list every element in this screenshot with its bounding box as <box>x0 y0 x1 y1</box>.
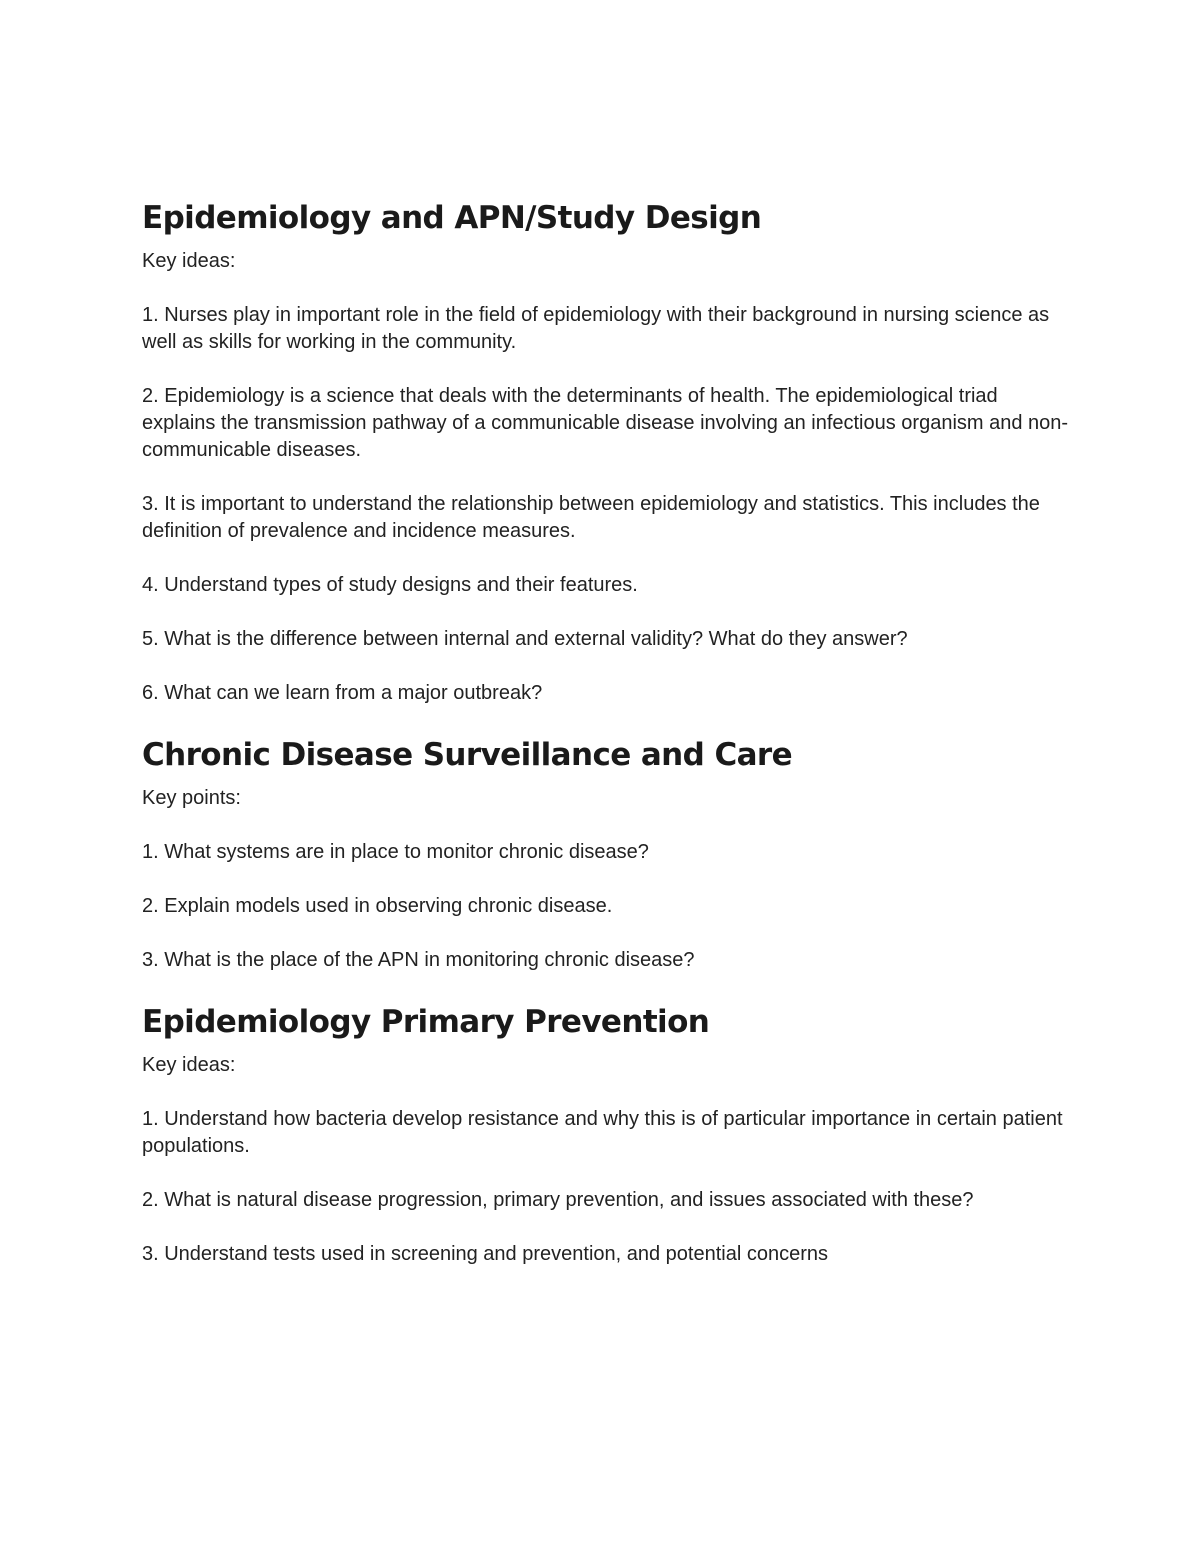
document-page <box>142 196 1072 1268</box>
list-item: 2. Explain models used in observing chronic disease. <box>142 895 613 917</box>
section-title: Epidemiology and APN/Study Design <box>142 200 762 236</box>
list-item: 4. Understand types of study designs and their features. <box>142 574 638 596</box>
list-item: 3. It is important to understand the relationship between epidemiology and statistics. This includes the definition of prevalence and incidence measures. <box>142 493 1040 542</box>
list-item: 1. Understand how bacteria develop resistance and why this is of particular importance in certain patient populations. <box>142 1108 1063 1157</box>
list-item: 2. Epidemiology is a science that deals with the determinants of health. The epidemiological triad explains the transmission pathway of a communicable disease involving an infectious organism and non-communicable diseases. <box>142 385 1069 461</box>
list-item: 3. Understand tests used in screening and prevention, and potential concerns <box>142 1243 828 1265</box>
list-item: 1. Nurses play in important role in the field of epidemiology with their background in nursing science as well as skills for working in the community. <box>142 304 1050 353</box>
list-item: 5. What is the difference between internal and external validity? What do they answer? <box>142 628 908 650</box>
list-item: 2. What is natural disease progression, primary prevention, and issues associated with these? <box>142 1189 974 1211</box>
section-title: Chronic Disease Surveillance and Care <box>142 737 793 773</box>
section-primary-prevention <box>142 1000 1072 1268</box>
section-epidemiology-apn <box>142 196 1072 707</box>
key-ideas-label: Key ideas: <box>142 1054 236 1076</box>
key-points-label: Key points: <box>142 787 241 809</box>
section-title: Epidemiology Primary Prevention <box>142 1004 710 1040</box>
list-item: 1. What systems are in place to monitor chronic disease? <box>142 841 649 863</box>
key-ideas-label: Key ideas: <box>142 250 236 272</box>
section-chronic-disease <box>142 733 1072 974</box>
list-item: 6. What can we learn from a major outbreak? <box>142 682 543 704</box>
list-item: 3. What is the place of the APN in monitoring chronic disease? <box>142 949 695 971</box>
